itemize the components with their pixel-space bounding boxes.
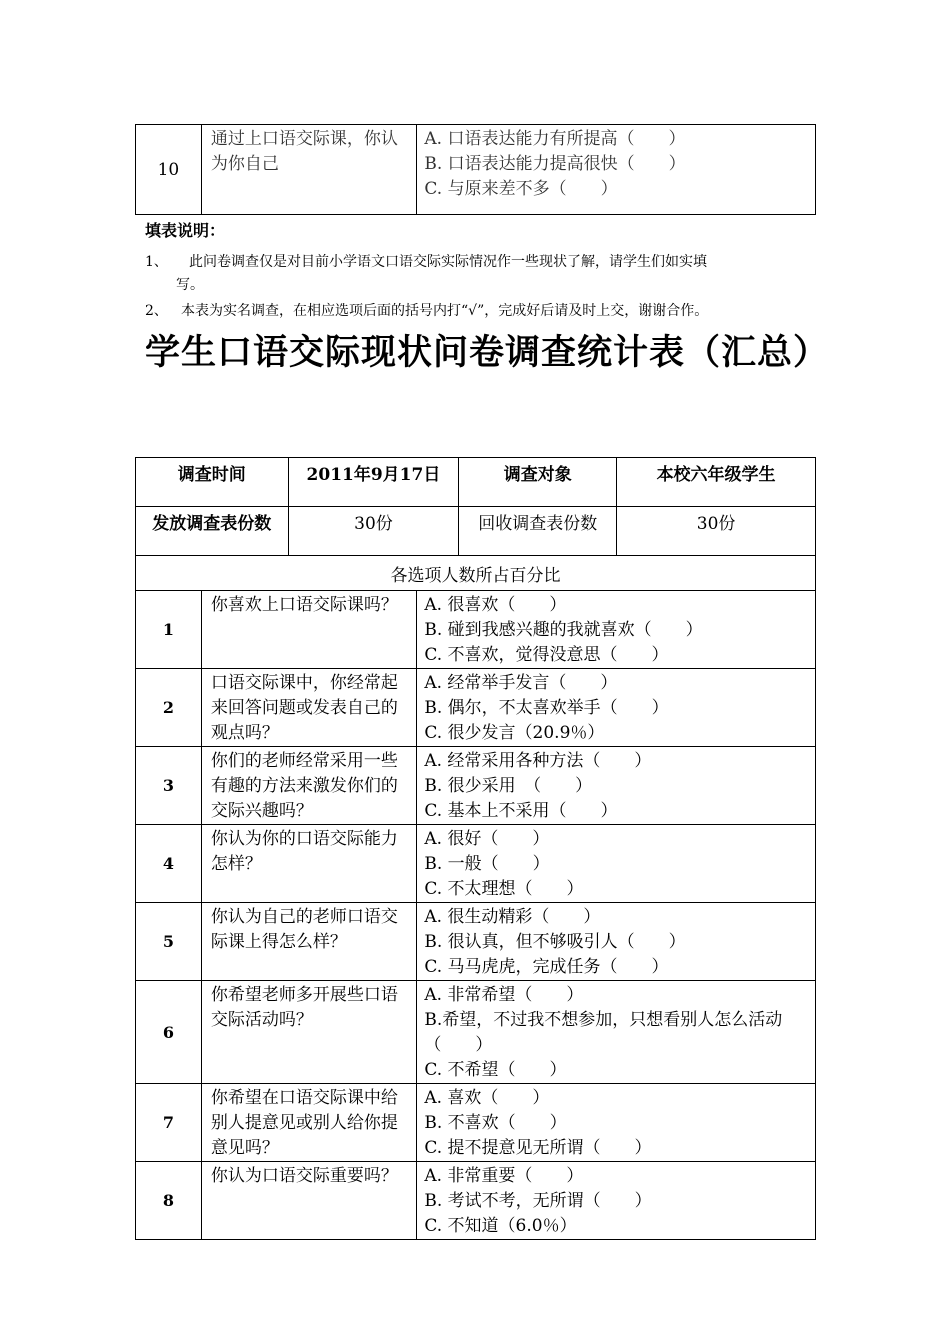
returned-value: 30份 <box>617 507 816 556</box>
time-value: 2011年9月17日 <box>288 458 459 507</box>
option-list <box>417 903 816 981</box>
option-list <box>417 1084 816 1162</box>
option-list <box>417 825 816 903</box>
question-number: 2 <box>136 669 202 747</box>
table-row <box>136 981 816 1084</box>
question-text: 你希望在口语交际课中给别人提意见或别人给你提意见吗？ <box>201 1084 417 1162</box>
question-number: 5 <box>136 903 202 981</box>
question-text: 你认为口语交际重要吗？ <box>201 1162 417 1240</box>
option: A. 经常举手发言（ ） <box>424 673 618 693</box>
option: C. 与原来差不多（ ） <box>424 179 618 199</box>
time-label: 调查时间 <box>136 458 289 507</box>
option: B. 碰到我感兴趣的我就喜欢（ ） <box>424 620 703 640</box>
option-list <box>417 669 816 747</box>
table-row <box>136 747 816 825</box>
option: A. 很喜欢（ ） <box>424 595 567 615</box>
note-item <box>145 300 825 323</box>
target-value: 本校六年级学生 <box>617 458 816 507</box>
question-text: 你们的老师经常采用一些有趣的方法来激发你们的交际兴趣吗？ <box>201 747 417 825</box>
option: A. 很好（ ） <box>424 829 550 849</box>
table-row <box>136 903 816 981</box>
question-number: 1 <box>136 591 202 669</box>
note-text: 本表为实名调查，在相应选项后面的括号内打“√”，完成好后请及时上交，谢谢合作。 <box>181 303 709 319</box>
target-label: 调查对象 <box>459 458 617 507</box>
option: C. 提不提意见无所谓（ ） <box>424 1138 652 1158</box>
question-number: 4 <box>136 825 202 903</box>
question-number: 10 <box>136 125 202 215</box>
option: A. 很生动精彩（ ） <box>424 907 601 927</box>
option: C. 很少发言（20.9％） <box>424 723 605 743</box>
option: C. 不希望（ ） <box>424 1060 567 1080</box>
question-number: 6 <box>136 981 202 1084</box>
option: A. 喜欢（ ） <box>424 1088 550 1108</box>
question-text: 通过上口语交际课，你认为你自己 <box>201 125 417 215</box>
option: C. 基本上不采用（ ） <box>424 801 618 821</box>
question-text: 你希望老师多开展些口语交际活动吗？ <box>201 981 417 1084</box>
notes-title: 填表说明： <box>145 221 226 240</box>
info-row <box>136 458 816 507</box>
question-text: 口语交际课中，你经常起来回答问题或发表自己的观点吗？ <box>201 669 417 747</box>
option-list <box>417 591 816 669</box>
question-number: 7 <box>136 1084 202 1162</box>
info-row <box>136 507 816 556</box>
option: B.希望，不过我不想参加，只想看别人怎么活动（ ） <box>424 1010 783 1055</box>
option: A. 经常采用各种方法（ ） <box>424 751 652 771</box>
table-row <box>136 1162 816 1240</box>
survey-summary-table <box>135 457 816 1240</box>
section-row <box>136 556 816 591</box>
note-item <box>145 251 825 297</box>
option: B. 一般（ ） <box>424 854 550 874</box>
question-number: 8 <box>136 1162 202 1240</box>
table-row <box>136 125 816 215</box>
issued-label: 发放调查表份数 <box>136 507 289 556</box>
page-title: 学生口语交际现状问卷调查统计表（汇总） <box>145 333 830 373</box>
option: B. 很少采用 （ ） <box>424 776 593 796</box>
option: C. 不知道（6.0％） <box>424 1216 577 1236</box>
option: C. 不太理想（ ） <box>424 879 584 899</box>
previous-page-table <box>135 124 816 215</box>
option-list <box>417 1162 816 1240</box>
option: C. 不喜欢，觉得没意思（ ） <box>424 645 669 665</box>
table-row <box>136 669 816 747</box>
option: A. 非常重要（ ） <box>424 1166 584 1186</box>
note-number: 1、 <box>145 254 168 270</box>
table-row <box>136 591 816 669</box>
returned-label: 回收调查表份数 <box>459 507 617 556</box>
option: C. 马马虎虎，完成任务（ ） <box>424 957 669 977</box>
option: A. 非常希望（ ） <box>424 985 584 1005</box>
table-row <box>136 825 816 903</box>
option: B. 口语表达能力提高很快（ ） <box>424 154 686 174</box>
option: B. 偶尔，不太喜欢举手（ ） <box>424 698 669 718</box>
option-list <box>417 747 816 825</box>
option-list <box>417 125 816 215</box>
question-number: 3 <box>136 747 202 825</box>
table-row <box>136 1084 816 1162</box>
option-list <box>417 981 816 1084</box>
section-label: 各选项人数所占百分比 <box>136 556 816 591</box>
note-text-cont: 写。 <box>176 277 204 293</box>
option: B. 考试不考，无所谓（ ） <box>424 1191 652 1211</box>
note-text: 此问卷调查仅是对目前小学语文口语交际实际情况作一些现状了解，请学生们如实填 <box>189 254 707 270</box>
question-text: 你认为自己的老师口语交际课上得怎么样？ <box>201 903 417 981</box>
question-text: 你认为你的口语交际能力怎样？ <box>201 825 417 903</box>
issued-value: 30份 <box>288 507 459 556</box>
note-number: 2、 <box>145 303 168 319</box>
option: A. 口语表达能力有所提高（ ） <box>424 129 686 149</box>
option: B. 很认真，但不够吸引人（ ） <box>424 932 686 952</box>
question-text: 你喜欢上口语交际课吗？ <box>201 591 417 669</box>
option: B. 不喜欢（ ） <box>424 1113 567 1133</box>
